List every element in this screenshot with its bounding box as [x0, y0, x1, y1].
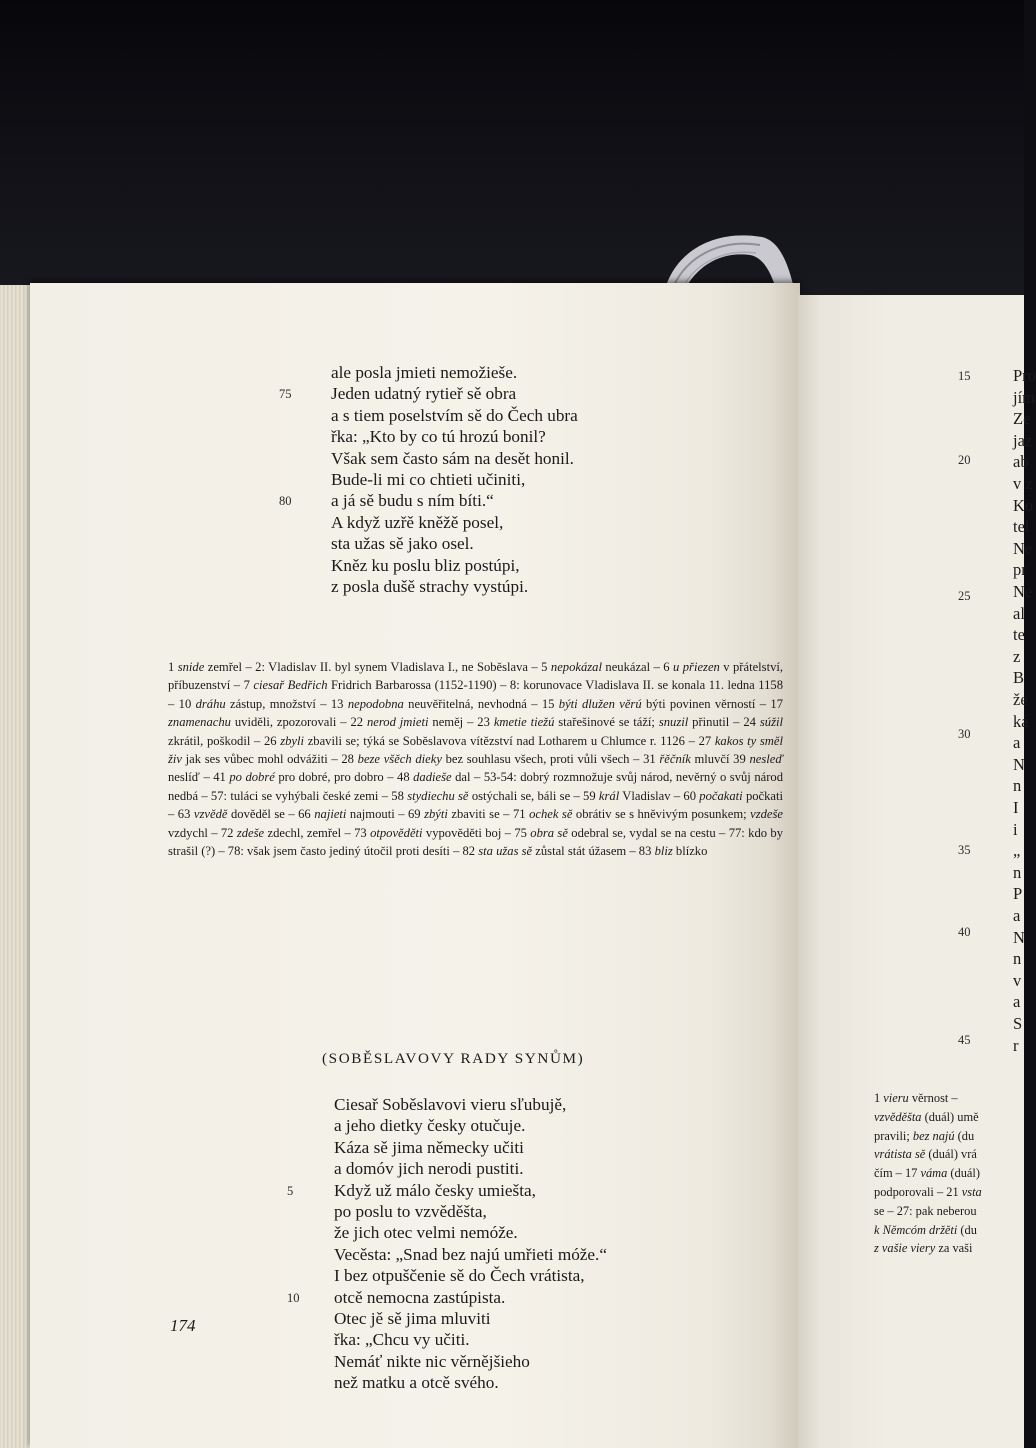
- footnote-term: sta užas sě: [478, 844, 533, 859]
- footnote-text: najmouti – 69: [346, 807, 425, 822]
- verse-line: z posla dušě strachy vystúpi.: [331, 577, 529, 596]
- footnote-text: obrátiv se s hněvivým posunkem;: [572, 807, 751, 822]
- footnote-text: býti povinen věrností – 17: [641, 696, 783, 711]
- verse-line: Ciesař Soběslavovi vieru sľubujě,: [334, 1095, 567, 1114]
- verse-line: řka: „Kto by co tú hrozú bonil?: [331, 427, 546, 447]
- footnote-text: podporovali – 21: [874, 1185, 962, 1199]
- verse-line: I bez otpuščenie sě do Čech vrátista,: [334, 1266, 585, 1286]
- right-verse-fragment: B: [1013, 668, 1025, 688]
- footnote-term: řěčník: [659, 752, 691, 767]
- footnote-term: dadieše: [413, 770, 452, 785]
- verse-line: než matku a otcě svého.: [334, 1373, 499, 1393]
- page-number: 174: [170, 1316, 196, 1335]
- footnote-term: vrátista sě: [874, 1147, 926, 1162]
- footnote-text: pro dobré, pro dobro – 48: [274, 770, 414, 785]
- verse-line: Vecěsta: „Snad bez najú umřieti móže.“: [334, 1244, 607, 1264]
- verse-line: otcě nemocna zastúpista.: [334, 1287, 506, 1307]
- right-line-number: 35: [958, 843, 971, 857]
- footnote-text: zkrátil, poškodil – 26: [168, 733, 281, 748]
- line-number: 5: [287, 1183, 294, 1198]
- footnote-term: bliz: [654, 844, 673, 859]
- right-verse-fragment: Ze: [1013, 409, 1031, 429]
- verse-line: Káza sě jima německy učiti: [334, 1137, 524, 1157]
- right-verse-fragment: v: [1013, 970, 1022, 990]
- right-verse-fragment: z: [1013, 646, 1021, 666]
- footnote-text: Vladislav – 60: [619, 788, 700, 803]
- footnote-term: stydiechu sě: [407, 788, 469, 803]
- right-footnote-line: [874, 1223, 977, 1238]
- right-footnote-line: [874, 1185, 982, 1200]
- footnote-term: u přiezen: [673, 660, 720, 674]
- right-footnote-line: [874, 1110, 979, 1125]
- footnote-term: bez najú: [912, 1128, 955, 1143]
- footnote-term: vzdeše: [750, 807, 784, 822]
- footnote-text: uviděli, zpozorovali – 22: [230, 715, 367, 730]
- right-verse-fragment: pr: [1013, 560, 1027, 580]
- right-footnote-line: [874, 1241, 972, 1256]
- right-verse-fragment: Ne: [1013, 538, 1033, 558]
- right-verse-fragment: i: [1013, 819, 1018, 839]
- footnote-text: neukázal – 6: [601, 660, 674, 674]
- footnote-term: kakos ty směl živ: [168, 733, 783, 767]
- footnote-term: otpověděti: [370, 825, 423, 840]
- footnote-text: zbavili se; týká se Soběslavova vítězství nad Lotharem u Chlumce r. 1126 – 27: [304, 733, 715, 748]
- verse-line: sta užas sě jako osel.: [331, 534, 474, 554]
- footnote-term: ciesař Bedřich: [253, 678, 328, 693]
- footnote-text: zástup, množství – 13: [225, 696, 348, 711]
- footnote-term: nesleď: [749, 752, 783, 767]
- verse-line: Nemáť nikte nic věrnějšieho: [334, 1351, 530, 1371]
- footnote-text: vzdychl – 72: [168, 825, 237, 840]
- footnote-term: zbýti: [424, 807, 448, 822]
- footnote-term: váma: [920, 1166, 948, 1181]
- verse-line: Otec jě sě jima mluviti: [334, 1309, 491, 1328]
- right-verse-fragment: N: [1013, 927, 1025, 947]
- footnote-term: vzvědě: [193, 807, 228, 822]
- footnote-term: kmetie tiežú: [493, 715, 555, 730]
- footnote-text: pravili;: [874, 1128, 913, 1143]
- line-number: 10: [287, 1290, 300, 1305]
- verse-line: a s tiem poselstvím sě do Čech ubra: [331, 405, 578, 425]
- right-verse-fragment: n: [1013, 862, 1022, 882]
- verse-line: po poslu to vzvěděšta,: [334, 1202, 487, 1221]
- footnote-term: súžil: [759, 715, 783, 730]
- right-verse-fragment: n: [1013, 776, 1022, 796]
- footnote-text: (duál): [947, 1166, 980, 1181]
- verse-line: ale posla jmieti nemožieše.: [331, 363, 518, 382]
- verse-line: že jich otec velmi nemóže.: [334, 1223, 518, 1243]
- footnote-text: (du: [954, 1128, 975, 1143]
- right-verse-fragment: n: [1013, 949, 1022, 969]
- footnote-text: dal – 53-54: dobrý rozmnožuje svůj národ, nevěrný o svůj národ nedbá – 57: tuláci se vyhýbali české zemi – 58: [168, 770, 783, 803]
- line-number: 75: [279, 387, 292, 402]
- right-verse-fragment: al: [1013, 603, 1025, 623]
- verse-line: řka: „Chcu vy učiti.: [334, 1330, 470, 1350]
- footnote-text: věrnost –: [908, 1091, 958, 1105]
- footnote-term: k Němcóm držěti: [874, 1222, 958, 1237]
- footnote-text: zdechl, zemřel – 73: [264, 825, 371, 840]
- footnote-text: zemřel – 2: Vladislav II. byl synem Vladislava I., ne Soběslava – 5: [204, 660, 551, 674]
- right-verse-fragment: S: [1013, 1014, 1023, 1033]
- footnote-term: snuzil: [658, 715, 689, 730]
- footnote-text: ostýchali se, báli se – 59: [468, 788, 599, 803]
- right-verse-fragment: tel: [1013, 517, 1030, 537]
- verse-line: Jeden udatný rytieř sě obra: [331, 384, 517, 404]
- dark-background: [0, 0, 1024, 300]
- footnote-text: počkati – 63: [168, 788, 784, 822]
- footnote-term: snide: [177, 660, 205, 674]
- right-verse-fragment: P: [1013, 884, 1023, 904]
- right-verse-fragment: „: [1013, 841, 1021, 861]
- footnote-term: po dobré: [229, 770, 275, 785]
- right-verse-fragment: Ko: [1013, 495, 1034, 515]
- footnote-text: jak ses vůbec mohl odvážiti – 28: [182, 752, 358, 767]
- footnote-text: zůstal stát úžasem – 83: [532, 844, 655, 859]
- footnote-term: beze všěch dieky: [357, 752, 442, 767]
- right-verse-fragment: Pro: [1013, 366, 1036, 385]
- right-footnote-line: [874, 1129, 974, 1144]
- footnote-text: za vaši: [935, 1241, 973, 1256]
- verse-line: a domóv jich nerodi pustiti.: [334, 1159, 524, 1179]
- right-line-number: 45: [958, 1033, 971, 1047]
- verse-line: Bude-li mi co chtieti učiniti,: [331, 470, 526, 489]
- verse-line: a jeho dietky česky otučuje.: [334, 1116, 526, 1136]
- footnote-text: bez souhlasu všech, proti vůli všech – 31: [441, 752, 660, 767]
- footnote-text: v přátelství, příbuzenství – 7: [168, 660, 784, 693]
- footnote-term: zdeše: [236, 825, 265, 840]
- right-verse-fragment: r: [1013, 1035, 1019, 1055]
- verse-line: Však sem často sám na desět honil.: [331, 448, 574, 468]
- footnote-term: zbyli: [280, 733, 305, 748]
- footnote-text: vypověděti boj – 75: [422, 825, 531, 840]
- right-footnote-line: [874, 1204, 977, 1219]
- right-verse-fragment: v z: [1013, 474, 1033, 493]
- footnote-term: najieti: [314, 807, 347, 822]
- verse-line: A když uzřě kněžě posel,: [331, 512, 504, 532]
- footnote-term: král: [598, 788, 620, 803]
- footnote-term: obra sě: [530, 825, 568, 840]
- footnote-text: odebral se, vydal se na cestu – 77: kdo by strašil (?) – 78: však jsem často jediný útočil proti desíti – 82: [168, 825, 784, 859]
- footnote-text: 1: [168, 660, 178, 674]
- right-verse-fragment: a: [1013, 992, 1021, 1012]
- verse-line: Když už málo česky umiešta,: [334, 1180, 536, 1200]
- section-heading: (SOBĚSLAVOVY RADY SYNŮM): [322, 1050, 585, 1067]
- right-footnote-line: [874, 1091, 958, 1106]
- footnote-text: neslíď – 41: [168, 770, 230, 785]
- footnote-term: nepodobna: [347, 696, 404, 711]
- footnote-term: ochek sě: [529, 807, 573, 822]
- footnote-term: počakati: [699, 788, 743, 803]
- footnote-text: stařešinové se táží;: [554, 715, 659, 730]
- footnote-text: (du: [957, 1222, 977, 1237]
- right-line-number: 15: [958, 369, 971, 383]
- right-verse-fragment: jím: [1013, 387, 1036, 407]
- footnote-term: z vašie viery: [874, 1241, 936, 1256]
- right-footnote-line: [874, 1166, 980, 1181]
- right-verse-fragment: N: [1013, 754, 1025, 774]
- right-verse-fragment: Ne: [1013, 582, 1033, 601]
- footnote-term: vieru: [883, 1091, 909, 1105]
- footnote-text: Fridrich Barbarossa (1152-1190) – 8: korunovace Vladislava II. se konala 11. ledna 1158 – 10: [168, 678, 783, 711]
- right-line-number: 30: [958, 727, 971, 741]
- footnote-text: mluvčí 39: [690, 752, 750, 767]
- footnote-text: neměj – 23: [428, 715, 494, 730]
- footnote-term: nepokázal: [550, 660, 602, 674]
- footnote-text: 1: [874, 1091, 884, 1105]
- footnote-text: (duál) vrá: [925, 1147, 977, 1162]
- right-verse-fragment: že: [1013, 690, 1028, 709]
- footnote-term: vsta: [961, 1185, 982, 1199]
- footnote-text: dověděl se – 66: [227, 807, 315, 822]
- footnote-term: vzvěděšta: [874, 1109, 922, 1124]
- footnote-text: blízko: [672, 844, 708, 859]
- footnote-term: znamenachu: [168, 715, 231, 730]
- right-verse-fragment: ab: [1013, 452, 1029, 472]
- line-number: 80: [279, 494, 292, 509]
- verse-line: Kněz ku poslu bliz postúpi,: [331, 555, 520, 575]
- footnote-text: se – 27: pak neberou: [874, 1203, 977, 1218]
- right-verse-fragment: I: [1013, 798, 1019, 817]
- right-verse-fragment: ká: [1013, 711, 1029, 731]
- footnote-text: čím – 17: [874, 1166, 921, 1181]
- right-verse-fragment: a: [1013, 906, 1021, 925]
- right-line-number: 25: [958, 589, 971, 603]
- verse-line: a já sě budu s ním bíti.“: [331, 491, 494, 511]
- footnote-text: přinutil – 24: [688, 715, 760, 730]
- footnote-term: býti dlužen věrú: [558, 696, 642, 711]
- footnote-term: nerod jmieti: [366, 715, 429, 730]
- right-line-number: 40: [958, 925, 971, 939]
- right-page: [798, 295, 1024, 1448]
- right-footnote-line: [874, 1147, 977, 1162]
- footnote-text: (duál) umě: [921, 1109, 979, 1124]
- right-verse-fragment: te: [1013, 625, 1025, 645]
- footnote-text: neuvěřitelná, nevhodná – 15: [403, 696, 559, 711]
- footnotes: [168, 658, 783, 860]
- right-line-number: 20: [958, 453, 971, 467]
- right-verse-fragment: a: [1013, 733, 1021, 753]
- footnote-text: zbaviti se – 71: [447, 807, 530, 822]
- right-verse-fragment: jaz: [1013, 430, 1033, 450]
- footnote-term: dráhu: [195, 696, 226, 711]
